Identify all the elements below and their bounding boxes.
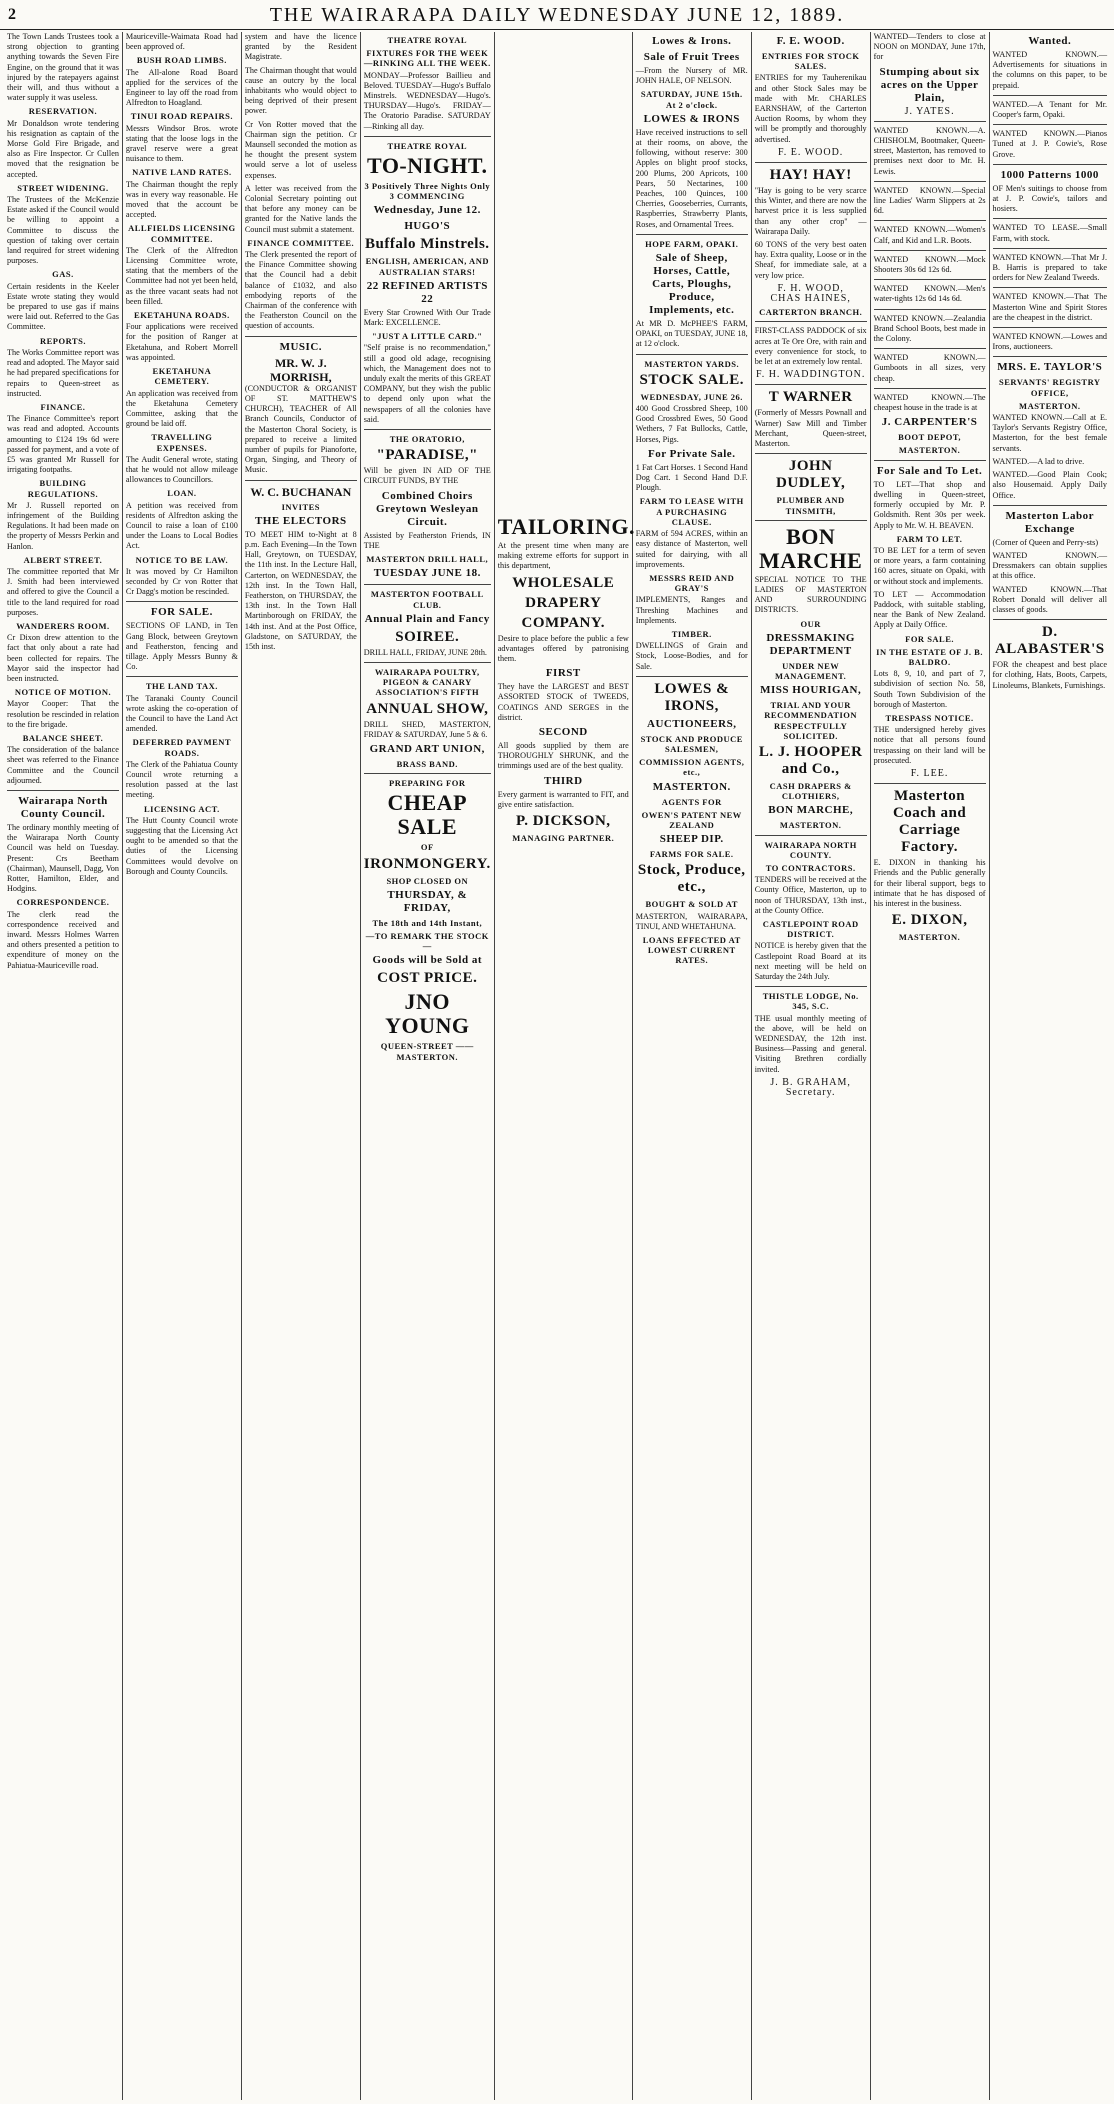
ad-heading: GRAND ART UNION, (369, 742, 485, 755)
paragraph: A petition was received from residents of Alfredton asking the Council to raise a loan of £100 under the Loans to Local Bodies Act. (125, 500, 238, 551)
ad-subheading: MESSRS REID AND GRAY'S (649, 572, 735, 594)
page-number: 2 (8, 6, 16, 23)
paragraph: They have the LARGEST and BEST ASSORTED STOCK of TWEEDS, COATINGS AND SERGES in the district. (497, 682, 629, 722)
paragraph: WANTED KNOWN.—Lowes and Irons, auctioneers. (992, 332, 1108, 352)
column-9 (990, 32, 1110, 2100)
paragraph: The Clerk presented the report of the Finance Committee showing that the Council had a debit balance of £1032, and also embodying reports of the Chairman of the conference with the Featherston Council on the question of accounts. (244, 250, 357, 331)
paragraph: WANTED KNOWN.—That Robert Donald will deliver all classes of goods. (992, 584, 1108, 614)
paragraph: SECTIONS OF LAND, in Ten Gang Block, between Greytown and Featherston, fencing and tillage. Apply Messrs Bunny & Co. (125, 621, 238, 672)
paragraph: WANTED KNOWN.—Gumboots in all sizes, very cheap. (873, 353, 986, 383)
paragraph: WANTED KNOWN.—That The Masterton Wine and Spirit Stores are the cheapest in the district. (992, 292, 1108, 322)
paragraph: A letter was received from the Colonial Secretary pointing out that before any money can be granted for the Native lands the Council must submit a statement. (244, 183, 357, 234)
ad-signature: CHAS HAINES, (770, 293, 851, 305)
ad-subheading: "JUST A LITTLE CARD." (372, 331, 483, 342)
paragraph: The consideration of the balance sheet was referred to the Finance Committee and the Council adjourned. (7, 745, 119, 785)
divider (364, 662, 491, 663)
paragraph: Mr J. Russell reported on infringement of the Building Regulations. It had been made on the property of Messrs Perkin and Hanlon. (7, 500, 119, 551)
divider (993, 95, 1107, 96)
paragraph: WANTED KNOWN.—Women's Calf, and Kid and L.R. Boots. (873, 225, 986, 245)
divider (874, 348, 986, 349)
ad-heading: FOR SALE. (150, 606, 213, 619)
paragraph: The Chairman thought that would cause an outcry by the local inhabitants who would object to being deprived of their present power. (244, 65, 357, 116)
blank-space (498, 392, 629, 512)
ad-headline: STOCK SALE. (639, 371, 744, 388)
divider (874, 279, 986, 280)
ad-heading: MASTERTON. (652, 780, 731, 793)
paragraph: WANTED KNOWN.—Zealandia Brand School Boots, best made in the Colony. (873, 313, 986, 344)
divider (874, 783, 986, 784)
ad-subheading: TIMBER. (671, 628, 712, 639)
ad-heading: 1000 Patterns 1000 (1000, 168, 1099, 181)
ad-subheading: INVITES (281, 501, 321, 512)
ad-headline: L. J. HOOPER and Co., (758, 743, 863, 777)
ad-headline: WHOLESALE (512, 574, 615, 591)
ad-signature: E. DIXON, (891, 912, 968, 929)
ad-heading: FIRST (545, 667, 581, 680)
divider (364, 773, 491, 774)
ad-subheading: MASTERTON DRILL HALL, (366, 554, 489, 565)
divider (755, 321, 867, 322)
paragraph: The Clerk of the Pahiatua County Council wrote returning a resolution passed at the last meeting. (125, 759, 238, 800)
ad-name: MR. W. J. MORRISH, (269, 355, 332, 384)
ad-heading: Stumping about six acres on the Upper Plain, (879, 65, 980, 104)
paragraph: FIRST-CLASS PADDOCK of six acres at Te Ore Ore, with rain and every convenience for stock, to be let at an extremely low rental. (754, 326, 867, 367)
section-heading: THE LAND TAX. (145, 681, 218, 692)
ad-signature: JNO YOUNG (385, 989, 470, 1039)
divider (993, 287, 1107, 288)
paragraph: TENDERS will be received at the County Office, Masterton, up to noon of THURSDAY, 13th inst., at the County Office. (754, 875, 867, 915)
paragraph: NOTICE is hereby given that the Castlepoint Road Board at its next meeting will be held on Saturday the 24th July. (754, 941, 867, 981)
ad-subheading: FARM TO LET. (896, 533, 963, 544)
paragraph: Will be given IN AID OF THE CIRCUIT FUNDS, BY THE (363, 466, 491, 486)
section-heading: EKETAHUNA ROADS. (134, 310, 230, 321)
ad-headline: "PARADISE," (376, 447, 479, 464)
ad-subheading: TRIAL AND YOUR RECOMMENDATION RESPECTFULLY SOLICITED. (764, 700, 858, 741)
ad-subheading: MASTERTON. (779, 820, 842, 831)
paragraph: 1 Fat Cart Horses. 1 Second Hand Dog Cart. 1 Second Hand D.F. Plough. (635, 462, 748, 493)
masthead (0, 0, 1114, 30)
paragraph: The Clerk of the Alfredton Licensing Committee wrote, stating that the members of the Committee had not yet been held, as the three vacant seats had not been filled. (125, 245, 238, 306)
ad-subheading: ENTRIES FOR STOCK SALES. (761, 51, 860, 72)
paragraph: "Self praise is no recommendation," still a good old adage, recognising which, the Management does not to unduly exalt the merits of this GREAT COMPANY, but they wish the public to depend only upon what the newspapers of all the colonies have said. (363, 343, 491, 424)
divider (874, 220, 986, 221)
ad-heading: Sale of Sheep, Horses, Cattle, Carts, Ploughs, Produce, Implements, etc. (649, 252, 735, 317)
ad-subheading: TO CONTRACTORS. (765, 862, 856, 873)
divider (993, 356, 1107, 357)
divider (993, 124, 1107, 125)
section-heading: LICENSING ACT. (143, 803, 220, 814)
paragraph: WANTED KNOWN.—Special line Ladies' Warm Slippers at 2s 6d. (873, 185, 986, 216)
ad-heading: Lowes & Irons. (652, 35, 732, 47)
divider (755, 453, 867, 454)
ad-headline: DRAPERY (525, 594, 602, 611)
ad-date: THURSDAY, & FRIDAY, (387, 888, 468, 914)
paragraph: 60 TONS of the very best oaten hay. Extra quality, Loose or in the Sheaf, for immediate sale, at a very low price. (754, 240, 867, 280)
ad-heading: MRS. E. TAYLOR'S (997, 361, 1103, 374)
section-heading: FINANCE COMMITTEE. (247, 237, 355, 248)
ad-headline: SOIREE. (395, 628, 460, 645)
section-heading: EKETAHUNA CEMETERY. (152, 366, 212, 387)
paragraph: IMPLEMENTS, Ranges and Threshing Machines and Implements. (635, 595, 748, 625)
ad-headline: JOHN DUDLEY, (776, 458, 846, 492)
paragraph: TO BE LET for a term of seven or more years, a farm containing 160 acres, situate on Opaki, with or without stock and implements. (873, 545, 986, 586)
paragraph: FARM of 594 ACRES, within an easy distance of Masterton, well suited for dairying, with all improvements. (635, 529, 748, 569)
paragraph: (Corner of Queen and Perry-sts) (992, 537, 1099, 547)
section-heading: NOTICE TO BE LAW. (135, 554, 229, 565)
ad-headline: BON MARCHE (759, 523, 863, 573)
section-heading: CORRESPONDENCE. (16, 897, 110, 908)
paragraph: The clerk read the correspondence received and inward. Messrs Holmes Warren and others presented a petition to expenditure of money on the Pahiatua-Mauriceville road. (7, 909, 119, 970)
paragraph: The Hutt County Council wrote suggesting that the Licensing Act ought to be amended so that the duties of the Licensing Committees would devolve on Borough and County Councils. (125, 815, 238, 876)
section-heading: BUSH ROAD LIMBS. (136, 55, 227, 66)
ad-subheading: MASTERTON. (898, 445, 961, 456)
paragraph: THE undersigned hereby gives notice that all persons found trespassing on their land will be prosecuted. (873, 725, 986, 765)
ad-subheading: LOANS EFFECTED AT LOWEST CURRENT RATES. (642, 934, 741, 966)
divider (993, 164, 1107, 165)
ad-heading: LOWES & IRONS (643, 112, 740, 125)
ad-headline: Stock, Produce, etc., (637, 862, 746, 896)
divider (993, 619, 1107, 620)
paragraph: WANTED.—A lad to drive. (992, 456, 1085, 466)
divider (993, 218, 1107, 219)
paragraph: DWELLINGS of Grain and Stock, Loose-Bodies, and for Sale. (635, 641, 748, 671)
ad-subheading: MASTERTON FOOTBALL CLUB. (370, 589, 484, 610)
ad-subheading: ENGLISH, AMERICAN, AND AUSTRALIAN STARS! (365, 256, 489, 277)
column-4 (361, 32, 495, 2100)
section-heading: FINANCE. (40, 401, 86, 412)
ad-headline: Buffalo Minstrels. (364, 236, 490, 253)
divider (755, 384, 867, 385)
ad-heading: HUGO'S (404, 220, 451, 233)
ad-heading: DRESSMAKING DEPARTMENT (766, 631, 855, 657)
ad-subheading: FARM TO LEASE WITH A PURCHASING CLAUSE. (639, 496, 744, 527)
ad-heading: Sale of Fruit Trees (643, 51, 740, 63)
ad-subheading: FOR SALE. (905, 633, 955, 644)
paragraph: Assisted by Featherston Friends, IN THE (363, 530, 491, 550)
ad-subheading: SHOP CLOSED ON (386, 875, 469, 886)
paragraph: OF Men's suitings to choose from at J. P. Cowie's, tailors and hosiers. (992, 183, 1108, 214)
ad-signature: J. B. GRAHAM, Secretary. (770, 1076, 851, 1099)
paragraph: All goods supplied by them are THOROUGHLY SHRUNK, and the trimmings used are of the best quality. (497, 741, 629, 771)
paragraph: The Chairman thought the reply was in every way reasonable. He moved that the account be accepted. (125, 179, 238, 220)
ad-headline: TO-NIGHT. (367, 153, 488, 179)
section-heading: Wanted. (1028, 35, 1072, 47)
paragraph: WANTED KNOWN.—Pianos Tuned at J. P. Cowie's, Rose Grove. (992, 129, 1108, 159)
ad-heading: MUSIC. (279, 340, 323, 353)
column-1 (4, 32, 123, 2100)
ad-subheading: AGENTS FOR (661, 796, 722, 807)
column-3 (242, 32, 361, 2100)
paragraph: The All-alone Road Board applied for the services of the Engineer to lay off the road from Alfredton to Hoagland. (125, 67, 238, 108)
paragraph: Every Star Crowned With Our Trade Mark: EXCELLENCE. (363, 307, 491, 328)
paragraph: Cr Von Rotter moved that the Chairman sign the petition. Cr Maunsell seconded the motion as he thought the present system would serve a lot of useless expenses. (244, 119, 357, 180)
paragraph: It was moved by Cr Hamilton seconded by Cr von Rotter that Cr Dagg's motion be rescinded. (125, 566, 238, 597)
paragraph: —From the Nursery of MR. JOHN HALE, OF NELSON. (635, 66, 748, 86)
paragraph: MASTERTON, WAIRARAPA, TINUI, AND WHETAHUNA. (635, 911, 748, 931)
section-heading: ALBERT STREET. (23, 554, 103, 565)
paragraph: DRILL SHED, MASTERTON, FRIDAY & SATURDAY, June 5 & 6. (363, 719, 491, 739)
section-heading: ALLFIELDS LICENSING COMMITTEE. (128, 223, 236, 244)
ad-subheading: HOPE FARM, OPAKI. (645, 238, 739, 249)
ad-heading: SHEEP DIP. (659, 833, 724, 846)
divider (636, 234, 748, 235)
ad-subheading: The 18th and 14th Instant, (372, 917, 483, 928)
paragraph: WANTED KNOWN.—A. CHISHOLM, Bootmaker, Queen-street, Masterton, has removed to premises next door to Mr. H. Lewis. (873, 125, 986, 176)
section-heading: BUILDING REGULATIONS. (27, 478, 99, 499)
blank-space (498, 32, 629, 152)
paragraph: SPECIAL NOTICE TO THE LADIES OF MASTERTON AND SURROUNDING DISTRICTS. (754, 574, 867, 615)
ad-subheading: COMMISSION AGENTS, etc., (639, 757, 745, 778)
paragraph: WANTED KNOWN.—Advertisements for situations in the columns on this paper, to be prepaid. (992, 50, 1108, 90)
divider (755, 986, 867, 987)
paragraph: The Works Committee report was read and adopted. The Mayor said he had prepared specifications for repairs to Queen-street as instructed. (7, 347, 119, 398)
columns (4, 32, 1110, 2100)
ad-signature: F. H. WOOD, (777, 282, 844, 294)
divider (993, 327, 1107, 328)
ad-headline: D. ALABASTER'S (994, 624, 1105, 658)
paragraph: (CONDUCTOR & ORGANIST OF ST. MATTHEW'S CHURCH), TEACHER of All Branch Councils, Conductor of the Masterton Choral Society, is prepared to receive a limited number of pupils for Pianoforte, Organ, Singing, and Theory of Music. (244, 383, 357, 475)
section-heading: GAS. (52, 269, 74, 280)
divider (755, 162, 867, 163)
ad-date: TUESDAY JUNE 18. (373, 567, 481, 580)
ad-subheading: WEDNESDAY, JUNE 26. (640, 391, 743, 402)
ad-heading: THIRD (544, 774, 583, 787)
paragraph: WANTED TO LEASE.—Small Farm, with stock. (992, 223, 1108, 243)
ad-heading: Combined Choirs Greytown Wesleyan Circuit. (376, 489, 479, 528)
ad-headline: LOWES & IRONS, (654, 680, 730, 714)
ad-headline: ANNUAL SHOW, (366, 700, 489, 717)
divider (874, 250, 986, 251)
paragraph: WANTED.—A Tenant for Mr. Cooper's farm, Opaki. (992, 99, 1108, 120)
ad-subheading: SATURDAY, JUNE 15th. At 2 o'clock. (640, 89, 743, 110)
section-heading: For Sale and To Let. (876, 464, 983, 477)
paragraph: ENTRIES for my Tauherenikau and other Stock Sales may be made with Mr. CHARLES EARNSHAW, of the Carterton Auction Rooms, by whom they will be promptly and thoroughly advertised. (754, 73, 867, 144)
paragraph: An application was received from the Eketahuna Cemetery Committee, asking that the ground be laid off. (125, 388, 238, 429)
ad-subheading: BOUGHT & SOLD AT (645, 899, 738, 910)
ad-subheading: MASTERTON. (1019, 400, 1081, 411)
divider (874, 121, 986, 122)
ad-heading: AUCTIONEERS, (647, 717, 737, 730)
ad-subheading: BOOT DEPOT, (898, 432, 961, 443)
blank-space (498, 272, 629, 392)
divider (364, 136, 491, 137)
paragraph: WANTED KNOWN.—The cheapest house in the trade is at (873, 392, 986, 413)
ad-signature: J. YATES. (904, 105, 955, 117)
divider (126, 676, 238, 677)
section-heading: WANDERERS ROOM. (16, 620, 110, 631)
divider (874, 181, 986, 182)
ad-heading: Masterton Labor Exchange (1005, 509, 1095, 535)
section-heading: DEFERRED PAYMENT ROADS. (132, 737, 232, 758)
ad-subheading: FARMS FOR SALE. (649, 849, 734, 860)
ad-headline: COMPANY. (521, 614, 606, 631)
ad-signature: P. DICKSON, (516, 813, 611, 830)
ad-subheading: SERVANTS' REGISTRY OFFICE, (999, 377, 1101, 398)
ad-heading: BON MARCHE, (768, 804, 854, 817)
ad-subheading: THE ORATORIO, (389, 434, 465, 445)
ad-subheading: MASTERTON YARDS. (644, 358, 740, 369)
divider (755, 520, 867, 521)
ad-signature: F. H. WADDINGTON. (755, 369, 866, 381)
paragraph: Cr Dixon drew attention to the fact that only about a rate had been collected for repairs. The Mayor said the inspector had been instructed. (7, 633, 119, 683)
paragraph: The ordinary monthly meeting of the Wairarapa North County Council was held on Tuesday. Present: Crs Beetham (Chairman), Maunsell, Dagg, Von Rotter, Hamilton, Elder, and Hodgins. (7, 823, 119, 894)
divider (364, 584, 491, 585)
ad-subheading: CASTLEPOINT ROAD DISTRICT. (762, 918, 859, 940)
paragraph: Messrs Windsor Bros. wrote stating that the loose logs in the gravel reserve were a great nuisance to them. (125, 123, 238, 164)
ad-subheading: WAIRARAPA NORTH COUNTY. (764, 839, 857, 860)
paragraph: The Town Lands Trustees took a strong objection to granting anything towards the Seven Fire Engine, on the ground that it was injured by the ratepayers against their will, and thus without a water supply it was useless. (7, 32, 119, 103)
ad-subheading: PLUMBER AND TINSMITH, (776, 495, 845, 516)
paragraph: TO MEET HIM to-Night at 8 p.m. Each Evening—In the Town Hall, Greytown, on TUESDAY, the 11th inst. In the Lecture Hall, Carterton, on WEDNESDAY, the 12th inst. In the Town Hall, Featherston, on THURSDAY, the 13th inst. In the Town Hall Martinborough on FRIDAY, the 14th inst. And at the Post Office, Gladstone, on SATURDAY, the 15th inst. (244, 529, 357, 651)
section-heading: LOAN. (167, 488, 197, 499)
paragraph: WANTED.—Good Plain Cook; also Housemaid. Apply Daily Office. (992, 470, 1108, 500)
divider (364, 429, 491, 430)
divider (755, 835, 867, 836)
ad-heading: 22 REFINED ARTISTS 22 (366, 279, 488, 305)
ad-subheading: FIXTURES FOR THE WEEK—RINKING ALL THE WEEK. (363, 48, 491, 69)
newspaper-title: THE WAIRARAPA DAILY WEDNESDAY JUNE 12, 1889. (269, 4, 845, 26)
section-heading: REPORTS. (39, 335, 86, 346)
column-2 (123, 32, 242, 2100)
paragraph: At MR D. McPHEE'S FARM, OPAKI, on TUESDAY, JUNE 18, at 12 o'clock. (635, 319, 748, 349)
section-heading: TRAVELLING EXPENSES. (151, 432, 213, 453)
ad-headline: CHEAP SALE (387, 790, 468, 840)
ad-headline: T WARNER (768, 389, 853, 406)
ad-subheading: CARTERTON BRANCH. (759, 307, 863, 318)
paragraph: (Formerly of Messrs Pownall and Warner) Saw Mill and Timber Merchant, Queen-street, Masterton. (754, 408, 867, 449)
paragraph: Every garment is warranted to FIT, and give entire satisfaction. (497, 789, 629, 809)
ad-subheading: UNDER NEW MANAGEMENT. (775, 660, 847, 681)
ad-subheading: OWEN'S PATENT NEW ZEALAND (641, 809, 742, 830)
section-heading: STREET WIDENING. (17, 182, 109, 193)
divider (126, 601, 238, 602)
ad-subheading: OF (420, 842, 434, 853)
ad-address: QUEEN-STREET ——MASTERTON. (380, 1041, 474, 1062)
ad-signature: F. LEE. (910, 767, 949, 779)
section-heading: NOTICE OF MOTION. (14, 687, 112, 698)
article-title: Wairarapa North County Council. (18, 795, 108, 821)
ad-heading: F. E. WOOD. (776, 35, 845, 47)
paragraph: At the present time when many are making extreme efforts for support in this department, (497, 541, 629, 571)
column-7 (752, 32, 871, 2100)
ad-headline: TAILORING. (497, 514, 636, 539)
ad-heading: SECOND (538, 726, 588, 739)
paragraph: FOR the cheapest and best place for clothing, Hats, Boots, Carpets, Linoleums, Blankets, Furnishings. (992, 660, 1108, 690)
paragraph: WANTED—Tenders to close at NOON on MONDAY, June 17th, for (873, 32, 986, 62)
paragraph: TO LET—That shop and dwelling in Queen-street, formerly occupied by Mr. P. Goldsmith. Rent 30s per week. Apply to Mr. W. H. BEAVEN. (873, 479, 986, 530)
paragraph: WANTED KNOWN.—Call at E. Taylor's Servants Registry Office, Masterton, for the best female servants. (992, 413, 1108, 453)
paragraph: system and have the licence granted by the Resident Magistrate. (244, 32, 357, 62)
divider (874, 309, 986, 310)
ad-heading: For Private Sale. (648, 447, 736, 460)
ad-subheading: 3 Positively Three Nights Only 3 COMMENCING (364, 181, 491, 202)
paragraph: The Taranaki County Council wrote asking the co-operation of the Council to have the Land Act amended. (125, 693, 238, 734)
ad-subheading: TRESPASS NOTICE. (885, 712, 974, 723)
paragraph: Have received instructions to sell at their rooms, on above, the following, without reserve: 300 Apples on blight proof stocks, 200 Plums, 200 Apricots, 100 Pears, 50 Nectarines, 100 Peaches, 100 Quinces, 100 Cherries, Gooseberries, Currants, Raspberries, Strawberry Plants, Roses, and Ornamental Trees. (635, 127, 748, 229)
paragraph: THE usual monthly meeting of the above, will be held on WEDNESDAY, the 12th inst. Business—Passing and general. Visiting Brethren cordially invited. (754, 1013, 867, 1074)
paragraph: "Hay is going to be very scarce this Winter, and there are now the harvest price it is less supplied than any other crop" — Wairarapa Daily. (754, 186, 867, 236)
paragraph: Mauriceville-Waimata Road had been approved of. (125, 32, 238, 52)
divider (636, 354, 748, 355)
ad-subheading: IN THE ESTATE OF J. B. BALDRO. (876, 646, 983, 667)
divider (874, 388, 986, 389)
column-5 (495, 32, 636, 2100)
paragraph: Lots 8, 9, 10, and part of 7, subdivision of section No. 58, South Town Subdivision of the borough of Masterton. (873, 669, 986, 709)
divider (7, 790, 119, 791)
paragraph: Four applications were received for the position of Ranger at Eketahuna, and Robert Morrell was appointed. (125, 322, 238, 362)
ad-headline: Masterton Coach and Carriage Factory. (892, 788, 967, 856)
ad-subheading: BRASS BAND. (396, 758, 458, 769)
ad-headline: COST PRICE. (377, 970, 478, 987)
section-heading: RESERVATION. (28, 106, 98, 117)
paragraph: The committee reported that Mr J. Smith had been interviewed and offered to give the Council a title to the land required for road purposes. (7, 566, 119, 617)
ad-subheading: PREPARING FOR (389, 778, 466, 789)
divider (874, 460, 986, 461)
divider (245, 336, 357, 337)
ad-subheading: WAIRARAPA POULTRY, PIGEON & CANARY ASSOCIATION'S FIFTH (374, 666, 480, 698)
paragraph: Mr Donaldson wrote tendering his resignation as captain of the Morse Gold Fire Brigade, and also as Fire Inspector. Cr Cullen moved that the resignation be accepted. (7, 118, 119, 179)
ad-subheading: MASTERTON. (898, 932, 961, 943)
ad-signature: F. E. WOOD. (778, 146, 844, 158)
paragraph: 400 Good Crossbred Sheep, 100 Good Crossbred Ewes, 50 Good Wethers, 7 Fat Bullocks, Cattle, Horses, Pigs. (635, 404, 748, 444)
paragraph: WANTED KNOWN.—That Mr J. B. Harris is prepared to take orders for New Zealand Tweeds. (992, 252, 1108, 283)
ad-heading: Goods will be Sold at (372, 954, 483, 967)
paragraph: MONDAY—Professor Baillieu and Beloved. TUESDAY—Hugo's Buffalo Minstrels. WEDNESDAY—Hugo's. THURSDAY—Hugo's. FRIDAY—The Oratorio Paradise. SATURDAY—Rinking all day. (363, 70, 491, 131)
ad-heading: THEATRE ROYAL (387, 35, 468, 45)
column-8 (871, 32, 990, 2100)
paragraph: TO LET — Accommodation Paddock, with suitable stabling, near the Bank of New Zealand. Apply at Daily Office. (873, 589, 986, 630)
section-heading: NATIVE LAND RATES. (132, 167, 232, 178)
paragraph: WANTED KNOWN.—Men's water-tights 12s 6d 14s 6d. (873, 284, 986, 304)
ad-subheading: THISTLE LODGE, No. 345, S.C. (762, 991, 859, 1012)
paragraph: The Finance Committee's report was read and adopted. Accounts amounting to £124 19s 6d were passed for payment, and a vote of £5 was granted Mr Russell for irrigating footpaths. (7, 414, 119, 475)
ad-subheading: MANAGING PARTNER. (512, 833, 615, 844)
paragraph: The Audit General wrote, stating that he would not allow mileage allowances to Councillors. (125, 454, 238, 485)
ad-heading: THE ELECTORS (254, 514, 347, 527)
paragraph: Desire to place before the public a few advantages offered by patronising them. (497, 633, 629, 664)
paragraph: The Trustees of the McKenzie Estate asked if the Council would be willing to appoint a Committee to discuss the question of taking over certain land required for street widening purposes. (7, 195, 119, 266)
ad-name: W. C. BUCHANAN (250, 484, 352, 499)
paragraph: WANTED KNOWN.—Dressmakers can obtain supplies at this office. (992, 550, 1108, 581)
paragraph: Certain residents in the Keeler Estate wrote stating they would be prepared to use gas if mains were laid out. Referred to the Gas Committee. (7, 281, 119, 332)
ad-subheading: —TO REMARK THE STOCK— (365, 930, 489, 952)
paragraph: WANTED KNOWN.—Mock Shooters 30s 6d 12s 6d. (873, 254, 986, 275)
paragraph: DRILL HALL, FRIDAY, JUNE 28th. (363, 647, 487, 657)
ad-heading: J. CARPENTER'S (881, 416, 978, 429)
column-6 (633, 32, 752, 2100)
ad-date: Wednesday, June 12. (373, 204, 481, 217)
divider (993, 505, 1107, 506)
paragraph: E. DIXON in thanking his Friends and the Public generally for their liberal support, begs to intimate that he has disposed of his interest in the business. (873, 858, 986, 908)
ad-headline: IRONMONGERY. (363, 855, 491, 872)
ad-heading: THEATRE ROYAL (387, 140, 468, 151)
ad-heading: MISS HOURIGAN, (760, 684, 862, 697)
ad-heading: Annual Plain and Fancy (364, 612, 490, 625)
divider (245, 480, 357, 481)
section-heading: BALANCE SHEET. (22, 733, 104, 743)
ad-headline: HAY! HAY! (769, 167, 852, 184)
divider (636, 676, 748, 677)
paragraph: Mayor Cooper: That the resolution be rescinded in relation to the fire brigade. (7, 699, 119, 729)
ad-subheading: OUR (800, 618, 821, 629)
divider (993, 248, 1107, 249)
ad-subheading: STOCK AND PRODUCE SALESMEN, (640, 733, 743, 754)
section-heading: TINUI ROAD REPAIRS. (130, 111, 233, 122)
ad-subheading: CASH DRAPERS & CLOTHIERS, (769, 780, 852, 802)
blank-space (498, 152, 629, 272)
